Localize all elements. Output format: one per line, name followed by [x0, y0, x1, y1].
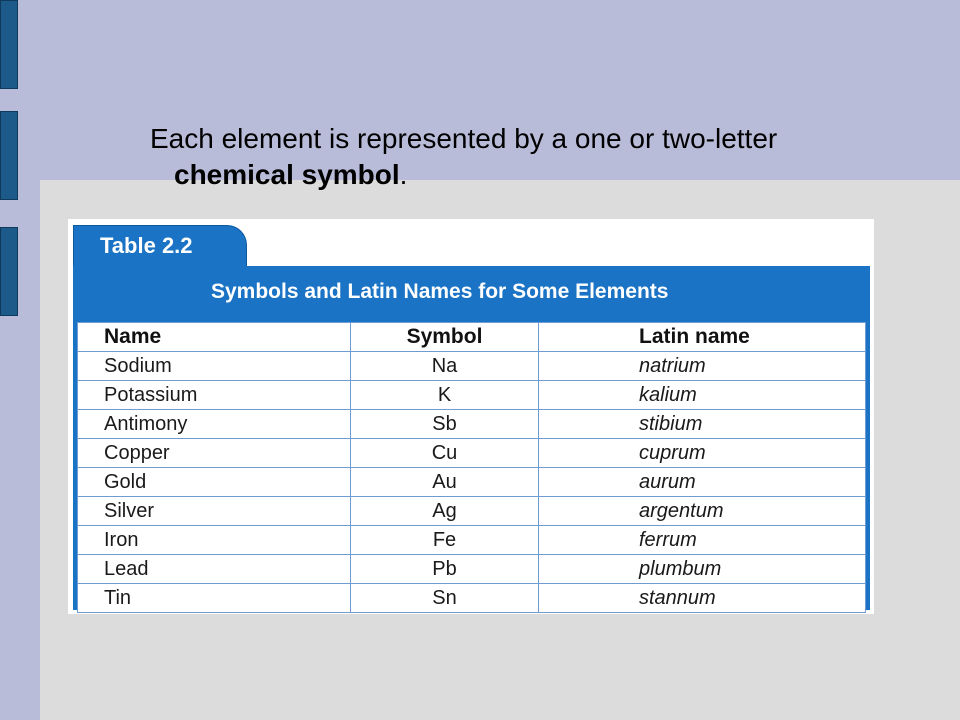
table-row — [78, 497, 866, 526]
table-figure — [68, 219, 874, 614]
slide-body-text — [150, 121, 910, 193]
element-name: Potassium — [78, 381, 351, 410]
element-name: Antimony — [78, 410, 351, 439]
element-name: Iron — [78, 526, 351, 555]
element-name: Sodium — [78, 352, 351, 381]
element-symbol: Fe — [351, 526, 539, 555]
table-row — [78, 468, 866, 497]
elements-table — [77, 322, 866, 613]
element-symbol: Ag — [351, 497, 539, 526]
element-latin-name: stibium — [539, 410, 866, 439]
side-decoration-bar — [0, 111, 18, 200]
column-header-latin-name: Latin name — [539, 323, 866, 352]
element-name: Silver — [78, 497, 351, 526]
side-decoration-bar — [0, 227, 18, 316]
element-latin-name: plumbum — [539, 555, 866, 584]
element-latin-name: argentum — [539, 497, 866, 526]
side-decoration-bar — [0, 0, 18, 89]
element-latin-name: kalium — [539, 381, 866, 410]
element-symbol: K — [351, 381, 539, 410]
element-symbol: Sn — [351, 584, 539, 613]
element-latin-name: aurum — [539, 468, 866, 497]
table-number-tab: Table 2.2 — [73, 225, 247, 267]
table-row — [78, 526, 866, 555]
column-header-name: Name — [78, 323, 351, 352]
table-row — [78, 439, 866, 468]
body-text-emphasis: chemical symbol — [174, 159, 400, 190]
element-symbol: Cu — [351, 439, 539, 468]
table-row — [78, 352, 866, 381]
element-name: Copper — [78, 439, 351, 468]
element-symbol: Pb — [351, 555, 539, 584]
element-symbol: Au — [351, 468, 539, 497]
body-text-end: . — [399, 159, 408, 190]
element-latin-name: ferrum — [539, 526, 866, 555]
element-name: Tin — [78, 584, 351, 613]
element-latin-name: cuprum — [539, 439, 866, 468]
table-row — [78, 555, 866, 584]
element-latin-name: natrium — [539, 352, 866, 381]
element-name: Gold — [78, 468, 351, 497]
table-row — [78, 381, 866, 410]
table-header-row — [78, 323, 866, 352]
element-latin-name: stannum — [539, 584, 866, 613]
element-symbol: Na — [351, 352, 539, 381]
table-row — [78, 584, 866, 613]
table-row — [78, 410, 866, 439]
column-header-symbol: Symbol — [351, 323, 539, 352]
body-text-intro: Each element is represented by a one or two-letter — [150, 123, 778, 154]
table-caption: Symbols and Latin Names for Some Elements — [73, 266, 870, 318]
element-symbol: Sb — [351, 410, 539, 439]
element-name: Lead — [78, 555, 351, 584]
table-grid-frame — [73, 318, 870, 610]
